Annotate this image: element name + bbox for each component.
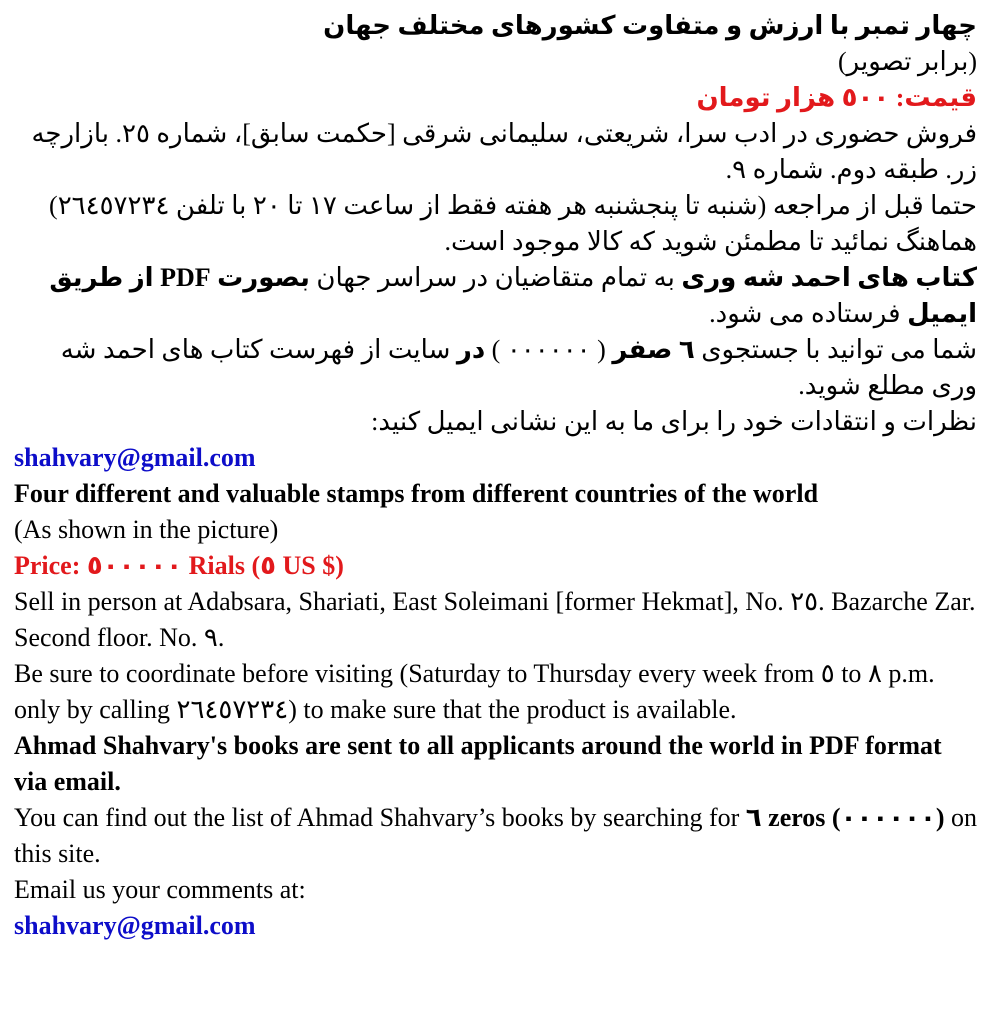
search-tip-fa [14,332,977,404]
comments-note-fa [14,404,977,440]
books-info-fa-text: از طریق ایمیل [49,263,977,328]
price-fa [14,80,977,116]
price-en [14,548,977,584]
as-picture-note-fa-text: (برابر تصویر) [837,47,977,76]
as-picture-note-en [14,512,977,548]
address-fa [14,116,977,188]
books-info-en [14,728,977,800]
listing-title-en [14,476,977,512]
comments-note-en-text: Email us your comments at: [14,875,306,904]
address-fa-text: فروش حضوری در ادب سرا، شریعتی، سلیمانی شرقی [حکمت سابق]، شماره ٢٥. بازارچه زر. طبقه دوم. شماره ٩. [31,119,977,184]
email-link-bottom-text: shahvary@gmail.com [14,911,256,940]
search-tip-en-text: on this site. [14,803,977,868]
books-info-fa [14,260,977,332]
email-link-top[interactable] [14,440,977,476]
document-body [14,8,977,944]
email-link-bottom[interactable] [14,908,977,944]
comments-note-fa-text: نظرات و انتقادات خود را برای ما به این نشانی ایمیل کنید: [371,407,977,436]
price-en-text: Price: ٥٠٠٠٠٠ Rials (٥ US $) [14,551,344,580]
search-tip-fa-text: شما می توانید با جستجوی [694,335,977,364]
listing-title-en-text: Four different and valuable stamps from different countries of the world [14,479,819,508]
email-link-top-text: shahvary@gmail.com [14,443,256,472]
books-info-fa-text: کتاب های احمد شه وری [681,263,977,292]
search-tip-fa-text: در [456,335,486,364]
comments-note-en [14,872,977,908]
search-tip-fa-text: سایت از فهرست کتاب های احمد شه وری مطلع شوید. [60,335,977,400]
books-info-fa-text: فرستاده می شود. [709,299,908,328]
books-info-en-text: Ahmad Shahvary's books are sent to all applicants around the world in PDF format via email. [14,731,942,796]
as-picture-note-fa [14,44,977,80]
search-tip-en-text: ٦ zeros (٠٠٠٠٠٠) [745,803,945,832]
search-tip-fa-text: ٦ صفر [612,335,695,364]
visit-note-fa [14,188,977,260]
search-tip-en [14,800,977,872]
address-en [14,584,977,656]
search-tip-en-text: You can find out the list of Ahmad Shahvary’s books by searching for [14,803,746,832]
books-info-fa-text: بصورت PDF [160,263,310,292]
listing-title-fa-text: چهار تمبر با ارزش و متفاوت کشورهای مختلف جهان [323,11,977,40]
address-en-text: Sell in person at Adabsara, Shariati, East Soleimani [former Hekmat], No. ٢٥. Bazarche Zar. Second floor. No. ٩. [14,587,976,652]
visit-note-en [14,656,977,728]
price-fa-text: قیمت: ٥٠٠ هزار تومان [696,83,977,112]
visit-note-fa-text: حتما قبل از مراجعه (شنبه تا پنجشنبه هر هفته فقط از ساعت ١٧ تا ٢٠ با تلفن ٢٦٤٥٧٢٣٤) هماهنگ نمائید تا مطمئن شوید که کالا موجود است. [49,191,977,256]
listing-title-fa [14,8,977,44]
as-picture-note-en-text: (As shown in the picture) [14,515,279,544]
books-info-fa-text: به تمام متقاضیان در سراسر جهان [309,263,682,292]
visit-note-en-text: Be sure to coordinate before visiting (Saturday to Thursday every week from ٥ to ٨ p.m. only by calling ٢٦٤٥٧٢٣٤) to make sure that the product is available. [14,659,935,724]
search-tip-fa-text: ( ٠٠٠٠٠٠ ) [485,335,613,364]
